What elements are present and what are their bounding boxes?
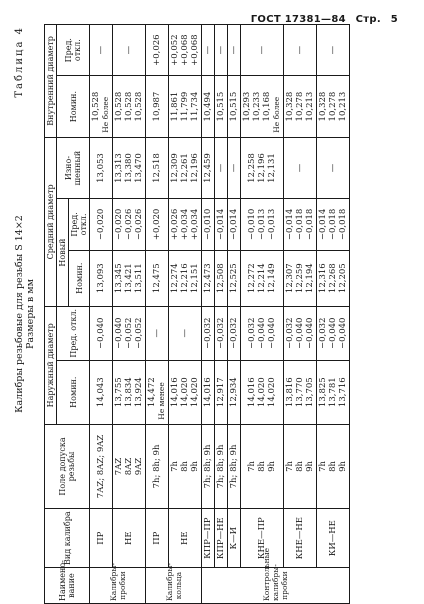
rotated-table-block bbox=[14, 24, 402, 604]
gauge-type: КНЕ—НЕ bbox=[284, 509, 317, 568]
outer-tolerance-value: −0,052 bbox=[134, 317, 144, 349]
col-outer-nom: Номин. bbox=[57, 360, 90, 424]
outer-nominal-value: 13,834 bbox=[124, 377, 134, 408]
outer-nominal-value: 14,020 bbox=[267, 377, 277, 408]
middle-worn-value: 12,309 bbox=[170, 153, 180, 183]
outer-nominal-value: 14,472 bbox=[147, 377, 157, 408]
outer-tolerance-value: −0,040 bbox=[338, 317, 348, 349]
outer-nominal-value: 14,020 bbox=[257, 377, 267, 408]
gauge-type: К—И bbox=[228, 509, 241, 568]
inner-tolerance-value: — bbox=[295, 45, 305, 55]
outer-tolerance bbox=[202, 306, 215, 360]
middle-tolerance bbox=[228, 199, 241, 250]
middle-tolerance-value: −0,026 bbox=[134, 208, 144, 241]
middle-worn-value: 12,261 bbox=[180, 153, 190, 183]
inner-nominal-value: 10,515 bbox=[229, 91, 239, 122]
middle-tolerance bbox=[113, 199, 146, 250]
middle-tolerance bbox=[317, 199, 350, 250]
middle-worn bbox=[284, 137, 317, 199]
outer-tolerance-value: −0,040 bbox=[267, 317, 277, 349]
outer-nominal bbox=[284, 360, 317, 424]
middle-nominal-value: 12,508 bbox=[216, 263, 226, 294]
outer-nominal-value: 13,781 bbox=[328, 377, 338, 408]
middle-worn-value: 13,380 bbox=[124, 153, 134, 183]
middle-tolerance-value: −0,018 bbox=[328, 208, 338, 241]
inner-nominal-value: 10,278 bbox=[295, 91, 305, 122]
outer-nominal-value: 14,016 bbox=[170, 377, 180, 408]
outer-nominal bbox=[146, 360, 169, 424]
tolerance-field-value: 7h; 8h; 9h bbox=[229, 444, 239, 489]
gauge-type: КПР—НЕ bbox=[215, 509, 228, 568]
middle-tolerance bbox=[241, 199, 284, 250]
note-not-less: Не менее bbox=[157, 382, 166, 420]
middle-nominal-value: 12,268 bbox=[328, 263, 338, 294]
table-row bbox=[228, 25, 241, 604]
col-mid-new: Новый bbox=[57, 199, 69, 307]
inner-nominal-value: 10,213 bbox=[338, 91, 348, 122]
middle-tolerance bbox=[202, 199, 215, 250]
tolerance-field-value: 7h; 8h; 9h bbox=[152, 444, 162, 489]
col-mid-nom: Номин. bbox=[69, 250, 90, 306]
table-label: Таблица 4 bbox=[14, 26, 25, 98]
tolerance-field-value: 9h bbox=[305, 461, 315, 472]
table-row bbox=[241, 25, 284, 604]
middle-nominal-value: 12,316 bbox=[318, 263, 328, 294]
table-row bbox=[317, 25, 350, 604]
table-body bbox=[90, 25, 350, 604]
middle-tolerance-value: −0,018 bbox=[305, 208, 315, 241]
middle-nominal-value: 13,511 bbox=[134, 263, 144, 294]
tolerance-field-value: 7h; 8h; 9h bbox=[216, 444, 226, 489]
group-plugs: Калибры-пробки bbox=[90, 568, 146, 604]
tolerance-field bbox=[228, 424, 241, 509]
middle-worn-value: 12,196 bbox=[190, 153, 200, 183]
middle-nominal bbox=[228, 250, 241, 306]
col-outer: Наружный диаметр bbox=[45, 306, 57, 424]
inner-tolerance-value: — bbox=[257, 45, 267, 55]
table-row bbox=[215, 25, 228, 604]
col-type: Вид калибра bbox=[45, 509, 90, 568]
middle-tolerance-value: −0,010 bbox=[203, 208, 213, 241]
outer-tolerance-value: −0,040 bbox=[328, 317, 338, 349]
gauge-type: КНЕ—ПР bbox=[241, 509, 284, 568]
table-row bbox=[146, 25, 169, 604]
outer-tolerance bbox=[215, 306, 228, 360]
table-row bbox=[90, 25, 113, 604]
gost-number: ГОСТ 17381—84 bbox=[250, 14, 346, 25]
outer-tolerance bbox=[241, 306, 284, 360]
inner-tolerance bbox=[241, 25, 284, 76]
inner-tolerance-value: +0,026 bbox=[152, 34, 162, 66]
table-row bbox=[169, 25, 202, 604]
middle-nominal-value: 13,345 bbox=[114, 263, 124, 294]
tolerance-field bbox=[202, 424, 215, 509]
middle-worn-value: 12,258 bbox=[247, 153, 257, 183]
middle-tolerance bbox=[90, 199, 113, 250]
outer-tolerance-value: −0,032 bbox=[216, 317, 226, 349]
middle-tolerance bbox=[215, 199, 228, 250]
middle-tolerance-value: −0,014 bbox=[229, 208, 239, 241]
middle-worn bbox=[215, 137, 228, 199]
middle-tolerance-value: −0,013 bbox=[267, 208, 277, 241]
outer-nominal bbox=[113, 360, 146, 424]
outer-tolerance bbox=[317, 306, 350, 360]
middle-worn bbox=[241, 137, 284, 199]
tolerance-field-value: 8h bbox=[257, 461, 267, 472]
inner-tolerance bbox=[113, 25, 146, 76]
middle-nominal bbox=[284, 250, 317, 306]
middle-tolerance-value: −0,018 bbox=[338, 208, 348, 241]
inner-tolerance-value: +0,068 bbox=[180, 34, 190, 66]
tolerance-field-value: 8h bbox=[295, 461, 305, 472]
middle-nominal-value: 12,151 bbox=[190, 263, 200, 294]
outer-tolerance bbox=[90, 306, 113, 360]
inner-nominal bbox=[241, 76, 284, 137]
col-name: Наимено-вание bbox=[45, 568, 90, 604]
middle-nominal bbox=[146, 250, 169, 306]
middle-nominal bbox=[215, 250, 228, 306]
middle-nominal-value: 12,307 bbox=[285, 263, 295, 294]
middle-worn bbox=[202, 137, 215, 199]
middle-worn-value: — bbox=[216, 163, 226, 173]
middle-worn-value: — bbox=[328, 163, 338, 173]
outer-nominal bbox=[228, 360, 241, 424]
outer-nominal-value: 13,770 bbox=[295, 377, 305, 408]
inner-nominal bbox=[284, 76, 317, 137]
inner-nominal-value: 10,528 bbox=[91, 91, 101, 122]
inner-tolerance-value: — bbox=[328, 45, 338, 55]
middle-tolerance-value: −0,010 bbox=[247, 208, 257, 241]
middle-worn bbox=[113, 137, 146, 199]
outer-nominal bbox=[169, 360, 202, 424]
gauge-type: КИ—НЕ bbox=[317, 509, 350, 568]
inner-nominal-value: 11,734 bbox=[190, 91, 200, 122]
inner-nominal-value: 10,213 bbox=[305, 91, 315, 122]
middle-tolerance-value: −0,026 bbox=[124, 208, 134, 241]
inner-tolerance bbox=[215, 25, 228, 76]
middle-worn-value: — bbox=[229, 163, 239, 173]
inner-nominal-value: 11,861 bbox=[170, 91, 180, 122]
outer-nominal-value: 13,825 bbox=[318, 377, 328, 408]
gauge-type: НЕ bbox=[113, 509, 146, 568]
outer-tolerance-value: −0,032 bbox=[285, 317, 295, 349]
inner-nominal bbox=[215, 76, 228, 137]
tolerance-field-value: 9AZ bbox=[134, 457, 144, 476]
inner-nominal-value: 10,528 bbox=[134, 91, 144, 122]
middle-worn bbox=[90, 137, 113, 199]
tolerance-field-value: 7AZ bbox=[114, 457, 124, 476]
outer-tolerance bbox=[113, 306, 146, 360]
col-inner: Внутренний диаметр bbox=[45, 25, 57, 138]
inner-nominal bbox=[202, 76, 215, 137]
outer-nominal-value: 14,020 bbox=[190, 377, 200, 408]
tolerance-field-value: 9h bbox=[190, 461, 200, 472]
middle-tolerance-value: +0,034 bbox=[180, 208, 190, 241]
table-row bbox=[113, 25, 146, 604]
outer-nominal bbox=[317, 360, 350, 424]
gauge-type: КПР—ПР bbox=[202, 509, 215, 568]
middle-nominal-value: 12,216 bbox=[180, 263, 190, 294]
inner-tolerance bbox=[146, 25, 169, 76]
middle-tolerance-value: −0,014 bbox=[318, 208, 328, 241]
middle-nominal-value: 12,194 bbox=[305, 263, 315, 294]
page-number: 5 bbox=[390, 14, 398, 25]
inner-tolerance bbox=[169, 25, 202, 76]
outer-nominal-value: 13,705 bbox=[305, 377, 315, 408]
col-outer-tol: Пред. откл. bbox=[57, 306, 90, 360]
middle-tolerance-value: −0,018 bbox=[295, 208, 305, 241]
middle-nominal-value: 12,149 bbox=[267, 263, 277, 294]
tolerance-field-value: 9h bbox=[267, 461, 277, 472]
inner-tolerance bbox=[90, 25, 113, 76]
outer-tolerance bbox=[169, 306, 202, 360]
table-row bbox=[202, 25, 215, 604]
middle-worn-value: — bbox=[295, 163, 305, 173]
outer-nominal-value: 12,917 bbox=[216, 377, 226, 408]
tolerance-field-value: 7h bbox=[170, 461, 180, 472]
middle-tolerance-value: −0,014 bbox=[216, 208, 226, 241]
middle-worn-value: 13,313 bbox=[114, 153, 124, 183]
tolerance-field-value: 8AZ bbox=[124, 457, 134, 476]
middle-tolerance-value: +0,034 bbox=[190, 208, 200, 241]
table-units: Размеры в мм bbox=[25, 278, 36, 350]
tolerance-field-value: 7h bbox=[285, 461, 295, 472]
middle-worn bbox=[146, 137, 169, 199]
middle-nominal bbox=[241, 250, 284, 306]
middle-nominal-value: 12,205 bbox=[338, 263, 348, 294]
middle-nominal-value: 12,272 bbox=[247, 263, 257, 294]
inner-tolerance bbox=[228, 25, 241, 76]
middle-nominal-value: 12,274 bbox=[170, 263, 180, 294]
outer-tolerance-value: — bbox=[152, 329, 162, 338]
middle-worn-value: 12,131 bbox=[267, 153, 277, 183]
inner-nominal-value: 11,799 bbox=[180, 91, 190, 122]
tolerance-field-value: 7h bbox=[247, 461, 257, 472]
inner-nominal-value: 10,233 bbox=[252, 91, 262, 122]
tolerance-field-value: 7AZ; 8AZ; 9AZ bbox=[96, 434, 106, 499]
inner-nominal bbox=[228, 76, 241, 137]
outer-tolerance-value: — bbox=[180, 329, 190, 338]
middle-worn bbox=[169, 137, 202, 199]
table-row bbox=[284, 25, 317, 604]
tolerance-field-value: 8h bbox=[180, 461, 190, 472]
inner-tolerance-value: — bbox=[229, 45, 239, 55]
middle-nominal-value: 12,475 bbox=[152, 263, 162, 294]
inner-nominal-value: 10,328 bbox=[318, 91, 328, 122]
inner-tolerance-value: — bbox=[203, 45, 213, 55]
inner-nominal bbox=[146, 76, 169, 137]
inner-tolerance bbox=[284, 25, 317, 76]
gauge-table bbox=[44, 24, 350, 604]
inner-nominal-value: 10,515 bbox=[216, 91, 226, 122]
col-inner-tol: Пред. откл. bbox=[57, 25, 90, 76]
outer-tolerance-value: −0,032 bbox=[318, 317, 328, 349]
table-title: Калибры резьбовые для резьбы S 14×2 bbox=[14, 215, 25, 413]
inner-nominal-value: 10,278 bbox=[328, 91, 338, 122]
outer-nominal-value: 14,016 bbox=[247, 377, 257, 408]
outer-nominal bbox=[202, 360, 215, 424]
outer-tolerance-value: −0,052 bbox=[124, 317, 134, 349]
middle-worn-value: 13,053 bbox=[96, 153, 106, 183]
middle-nominal-value: 12,473 bbox=[203, 263, 213, 294]
inner-nominal-value: 10,168 bbox=[262, 91, 272, 122]
inner-nominal bbox=[113, 76, 146, 137]
outer-nominal-value: 13,716 bbox=[338, 377, 348, 408]
inner-tolerance-value: — bbox=[124, 45, 134, 55]
col-mid-tol: Пред. откл. bbox=[69, 199, 90, 250]
outer-nominal bbox=[90, 360, 113, 424]
gauge-type: ПР bbox=[90, 509, 113, 568]
outer-nominal bbox=[241, 360, 284, 424]
middle-nominal bbox=[169, 250, 202, 306]
middle-worn-value: 13,470 bbox=[134, 153, 144, 183]
outer-tolerance bbox=[284, 306, 317, 360]
middle-nominal-value: 12,259 bbox=[295, 263, 305, 294]
outer-tolerance-value: −0,032 bbox=[229, 317, 239, 349]
outer-tolerance-value: −0,040 bbox=[96, 317, 106, 349]
group-control: Контрольные калибры-пробки bbox=[202, 568, 350, 604]
gauge-type: НЕ bbox=[169, 509, 202, 568]
outer-tolerance-value: −0,040 bbox=[295, 317, 305, 349]
outer-nominal-value: 14,016 bbox=[203, 377, 213, 408]
gauge-type: ПР bbox=[146, 509, 169, 568]
group-rings: Калибры-кольца bbox=[146, 568, 202, 604]
inner-nominal-value: 10,494 bbox=[203, 91, 213, 122]
note-not-more: Не более bbox=[272, 96, 281, 133]
col-mid-worn: Изно-шенный bbox=[57, 137, 90, 199]
outer-tolerance-value: −0,040 bbox=[257, 317, 267, 349]
middle-tolerance-value: −0,013 bbox=[257, 208, 267, 241]
col-inner-nom: Номин. bbox=[57, 76, 90, 137]
middle-nominal-value: 13,093 bbox=[96, 263, 106, 294]
outer-nominal bbox=[215, 360, 228, 424]
middle-tolerance bbox=[169, 199, 202, 250]
note-not-more: Не более bbox=[101, 96, 110, 133]
inner-tolerance-value: +0,052 bbox=[170, 34, 180, 66]
tolerance-field bbox=[284, 424, 317, 509]
middle-nominal-value: 13,421 bbox=[124, 263, 134, 294]
middle-tolerance-value: −0,020 bbox=[114, 208, 124, 241]
inner-tolerance-value: +0,068 bbox=[190, 34, 200, 66]
middle-nominal-value: 12,525 bbox=[229, 263, 239, 294]
outer-nominal-value: 13,816 bbox=[285, 377, 295, 408]
outer-tolerance-value: −0,040 bbox=[114, 317, 124, 349]
inner-nominal-value: 10,987 bbox=[152, 91, 162, 122]
inner-tolerance-value: — bbox=[96, 45, 106, 55]
tolerance-field bbox=[146, 424, 169, 509]
inner-tolerance bbox=[317, 25, 350, 76]
outer-nominal-value: 13,755 bbox=[114, 377, 124, 408]
tolerance-field bbox=[241, 424, 284, 509]
outer-nominal-value: 14,020 bbox=[180, 377, 190, 408]
tolerance-field-value: 7h; 8h; 9h bbox=[203, 444, 213, 489]
middle-tolerance bbox=[284, 199, 317, 250]
middle-worn bbox=[317, 137, 350, 199]
outer-tolerance-value: −0,040 bbox=[305, 317, 315, 349]
outer-nominal-value: 12,934 bbox=[229, 377, 239, 408]
col-middle: Средний диаметр bbox=[45, 137, 57, 306]
tolerance-field-value: 8h bbox=[328, 461, 338, 472]
middle-tolerance-value: +0,020 bbox=[152, 208, 162, 241]
middle-worn-value: 12,518 bbox=[152, 153, 162, 183]
middle-worn-value: 12,196 bbox=[257, 153, 267, 183]
page-label: Стр. bbox=[355, 14, 381, 25]
inner-nominal-value: 10,528 bbox=[114, 91, 124, 122]
middle-nominal bbox=[113, 250, 146, 306]
middle-worn-value: 12,459 bbox=[203, 153, 213, 183]
outer-tolerance-value: −0,032 bbox=[203, 317, 213, 349]
outer-tolerance-value: −0,032 bbox=[247, 317, 257, 349]
table-title-block bbox=[14, 24, 44, 604]
middle-tolerance bbox=[146, 199, 169, 250]
tolerance-field bbox=[90, 424, 113, 509]
middle-tolerance-value: +0,026 bbox=[170, 208, 180, 241]
middle-nominal bbox=[317, 250, 350, 306]
tolerance-field bbox=[169, 424, 202, 509]
inner-nominal-value: 10,328 bbox=[285, 91, 295, 122]
middle-nominal bbox=[202, 250, 215, 306]
col-field: Поле допуска резьбы bbox=[45, 424, 90, 509]
inner-nominal bbox=[90, 76, 113, 137]
tolerance-field-value: 9h bbox=[338, 461, 348, 472]
inner-nominal bbox=[317, 76, 350, 137]
middle-nominal bbox=[90, 250, 113, 306]
middle-tolerance-value: −0,020 bbox=[96, 208, 106, 241]
middle-nominal-value: 12,214 bbox=[257, 263, 267, 294]
inner-nominal bbox=[169, 76, 202, 137]
middle-tolerance-value: −0,014 bbox=[285, 208, 295, 241]
tolerance-field-value: 7h bbox=[318, 461, 328, 472]
inner-tolerance bbox=[202, 25, 215, 76]
tolerance-field bbox=[215, 424, 228, 509]
outer-tolerance bbox=[228, 306, 241, 360]
inner-tolerance-value: — bbox=[216, 45, 226, 55]
tolerance-field bbox=[317, 424, 350, 509]
outer-nominal-value: 13,924 bbox=[134, 377, 144, 408]
outer-nominal-value: 14,043 bbox=[96, 377, 106, 408]
outer-tolerance bbox=[146, 306, 169, 360]
inner-nominal-value: 10,528 bbox=[124, 91, 134, 122]
tolerance-field bbox=[113, 424, 146, 509]
middle-worn bbox=[228, 137, 241, 199]
inner-nominal-value: 10,293 bbox=[242, 91, 252, 122]
